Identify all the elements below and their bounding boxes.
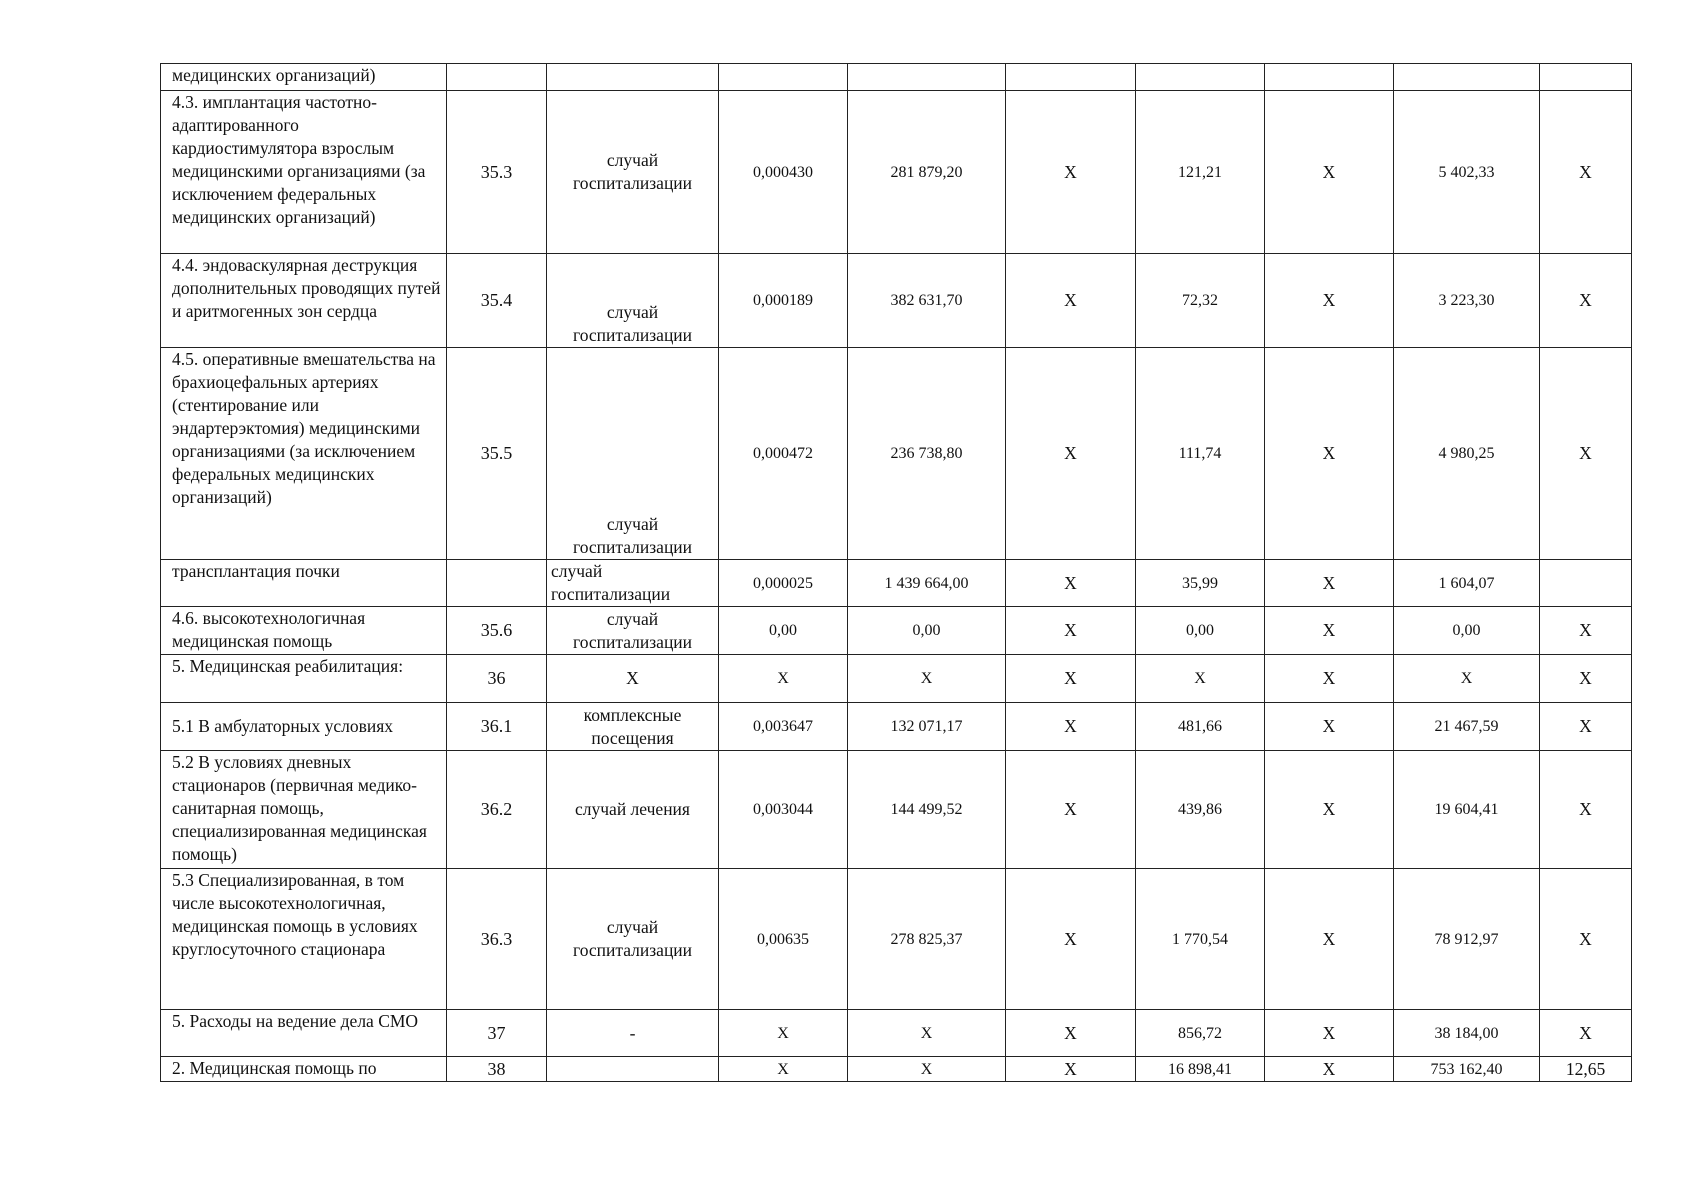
cell-description: 4.5. оперативные вмешательства на брахиоцефальных артериях (стентирование или эндартерэктомия) медицинскими организациями (за исключением федеральных медицинских организаций) (161, 348, 447, 560)
cell-value-3: X (1006, 607, 1136, 655)
cell-row-code: 35.4 (447, 254, 547, 348)
cell-value-3: X (1006, 751, 1136, 869)
cell-description: 4.6. высокотехнологичная медицинская помощь (161, 607, 447, 655)
table-row (161, 91, 1632, 254)
cell-unit: случай госпитализации (547, 869, 719, 1010)
cell-value-3: X (1006, 869, 1136, 1010)
cell-value-4: 111,74 (1136, 348, 1265, 560)
cell-value-1: 0,003044 (719, 751, 848, 869)
cell-value-7: X (1540, 751, 1632, 869)
cell-value-6: 38 184,00 (1394, 1010, 1540, 1057)
cell-description: 5.2 В условиях дневных стационаров (первичная медико-санитарная помощь, специализированная медицинская помощь) (161, 751, 447, 869)
cell-value-6: 1 604,07 (1394, 560, 1540, 607)
cell-value-7 (1540, 64, 1632, 91)
cell-value-7: X (1540, 655, 1632, 703)
cell-value-3: X (1006, 1057, 1136, 1082)
cell-value-4: 1 770,54 (1136, 869, 1265, 1010)
cell-row-code: 36.1 (447, 703, 547, 751)
cell-description: медицинских организаций) (161, 64, 447, 91)
cell-value-7: X (1540, 703, 1632, 751)
cell-description: 4.3. имплантация частотно-адаптированного кардиостимулятора взрослым медицинскими организациями (за исключением федеральных медицинских организаций) (161, 91, 447, 254)
table-row (161, 869, 1632, 1010)
cell-description: 4.4. эндоваскулярная деструкция дополнительных проводящих путей и аритмогенных зон сердца (161, 254, 447, 348)
cell-value-1: 0,000189 (719, 254, 848, 348)
cell-value-2: X (848, 1057, 1006, 1082)
cell-value-1 (719, 64, 848, 91)
cell-value-1: 0,000025 (719, 560, 848, 607)
cell-value-1: X (719, 655, 848, 703)
cell-value-2: 236 738,80 (848, 348, 1006, 560)
table-row (161, 254, 1632, 348)
table-row (161, 64, 1632, 91)
cell-value-6: 4 980,25 (1394, 348, 1540, 560)
cell-row-code: 35.6 (447, 607, 547, 655)
cell-value-6: 21 467,59 (1394, 703, 1540, 751)
cell-description: трансплантация почки (161, 560, 447, 607)
table-row (161, 1010, 1632, 1057)
cell-value-3: X (1006, 703, 1136, 751)
cell-value-5: X (1265, 91, 1394, 254)
cell-value-4: 72,32 (1136, 254, 1265, 348)
cell-value-1: X (719, 1057, 848, 1082)
cell-value-2: 281 879,20 (848, 91, 1006, 254)
cell-value-3: X (1006, 1010, 1136, 1057)
cell-value-1: 0,00 (719, 607, 848, 655)
cell-value-2: 0,00 (848, 607, 1006, 655)
cell-value-2: X (848, 655, 1006, 703)
cell-unit: случай госпитализации (547, 254, 719, 348)
data-table (160, 63, 1632, 1082)
cell-description: 2. Медицинская помощь по (161, 1057, 447, 1082)
cell-value-4 (1136, 64, 1265, 91)
cell-value-3: X (1006, 91, 1136, 254)
cell-value-1: 0,003647 (719, 703, 848, 751)
cell-unit: случай госпитализации (547, 91, 719, 254)
cell-value-1: 0,000472 (719, 348, 848, 560)
cell-value-4: 856,72 (1136, 1010, 1265, 1057)
cell-unit: комплексные посещения (547, 703, 719, 751)
cell-unit: X (547, 655, 719, 703)
cell-row-code (447, 560, 547, 607)
table-row (161, 560, 1632, 607)
cell-row-code: 36.2 (447, 751, 547, 869)
cell-value-7: X (1540, 607, 1632, 655)
cell-value-1: X (719, 1010, 848, 1057)
table-body (161, 64, 1632, 1082)
cell-value-4: 16 898,41 (1136, 1057, 1265, 1082)
cell-value-2: 382 631,70 (848, 254, 1006, 348)
cell-value-5: X (1265, 1057, 1394, 1082)
cell-value-2 (848, 64, 1006, 91)
cell-value-1: 0,000430 (719, 91, 848, 254)
cell-description: 5.3 Специализированная, в том числе высокотехнологичная, медицинская помощь в условиях круглосуточного стационара (161, 869, 447, 1010)
table-row (161, 607, 1632, 655)
cell-value-4: X (1136, 655, 1265, 703)
cell-unit: случай госпитализации (547, 560, 719, 607)
cell-row-code: 35.3 (447, 91, 547, 254)
cell-value-4: 439,86 (1136, 751, 1265, 869)
cell-unit: случай лечения (547, 751, 719, 869)
table-row (161, 751, 1632, 869)
cell-row-code (447, 64, 547, 91)
cell-value-2: 278 825,37 (848, 869, 1006, 1010)
cell-value-1: 0,00635 (719, 869, 848, 1010)
cell-value-6: 5 402,33 (1394, 91, 1540, 254)
cell-value-3: X (1006, 348, 1136, 560)
cell-value-4: 35,99 (1136, 560, 1265, 607)
cell-value-3: X (1006, 254, 1136, 348)
table-row (161, 1057, 1632, 1082)
cell-value-2: 132 071,17 (848, 703, 1006, 751)
cell-description: 5. Расходы на ведение дела СМО (161, 1010, 447, 1057)
table-row (161, 655, 1632, 703)
cell-value-5: X (1265, 254, 1394, 348)
cell-value-7 (1540, 560, 1632, 607)
cell-unit: - (547, 1010, 719, 1057)
cell-value-2: X (848, 1010, 1006, 1057)
cell-row-code: 37 (447, 1010, 547, 1057)
cell-row-code: 36.3 (447, 869, 547, 1010)
cell-value-3: X (1006, 655, 1136, 703)
cell-value-6 (1394, 64, 1540, 91)
table-row (161, 703, 1632, 751)
cell-value-2: 144 499,52 (848, 751, 1006, 869)
cell-value-3: X (1006, 560, 1136, 607)
cell-value-5: X (1265, 607, 1394, 655)
cell-value-5: X (1265, 703, 1394, 751)
cell-value-6: 753 162,40 (1394, 1057, 1540, 1082)
cell-value-4: 0,00 (1136, 607, 1265, 655)
cell-value-7: X (1540, 348, 1632, 560)
cell-unit: случай госпитализации (547, 607, 719, 655)
cell-value-5: X (1265, 560, 1394, 607)
cell-unit: случай госпитализации (547, 348, 719, 560)
cell-value-4: 481,66 (1136, 703, 1265, 751)
cell-value-6: 19 604,41 (1394, 751, 1540, 869)
cell-value-5: X (1265, 869, 1394, 1010)
cell-value-5 (1265, 64, 1394, 91)
cell-value-5: X (1265, 751, 1394, 869)
cell-row-code: 35.5 (447, 348, 547, 560)
cell-value-4: 121,21 (1136, 91, 1265, 254)
cell-value-6: 0,00 (1394, 607, 1540, 655)
cell-unit (547, 1057, 719, 1082)
cell-value-6: X (1394, 655, 1540, 703)
cell-value-5: X (1265, 348, 1394, 560)
cell-value-7: X (1540, 869, 1632, 1010)
cell-value-2: 1 439 664,00 (848, 560, 1006, 607)
cell-row-code: 36 (447, 655, 547, 703)
cell-value-5: X (1265, 655, 1394, 703)
cell-description: 5. Медицинская реабилитация: (161, 655, 447, 703)
cell-row-code: 38 (447, 1057, 547, 1082)
cell-description: 5.1 В амбулаторных условиях (161, 703, 447, 751)
cell-value-6: 78 912,97 (1394, 869, 1540, 1010)
cell-value-5: X (1265, 1010, 1394, 1057)
table-row (161, 348, 1632, 560)
cell-value-7: X (1540, 254, 1632, 348)
cell-value-7: X (1540, 91, 1632, 254)
cell-value-7: 12,65 (1540, 1057, 1632, 1082)
cell-unit (547, 64, 719, 91)
cell-value-6: 3 223,30 (1394, 254, 1540, 348)
cell-value-7: X (1540, 1010, 1632, 1057)
cell-value-3 (1006, 64, 1136, 91)
